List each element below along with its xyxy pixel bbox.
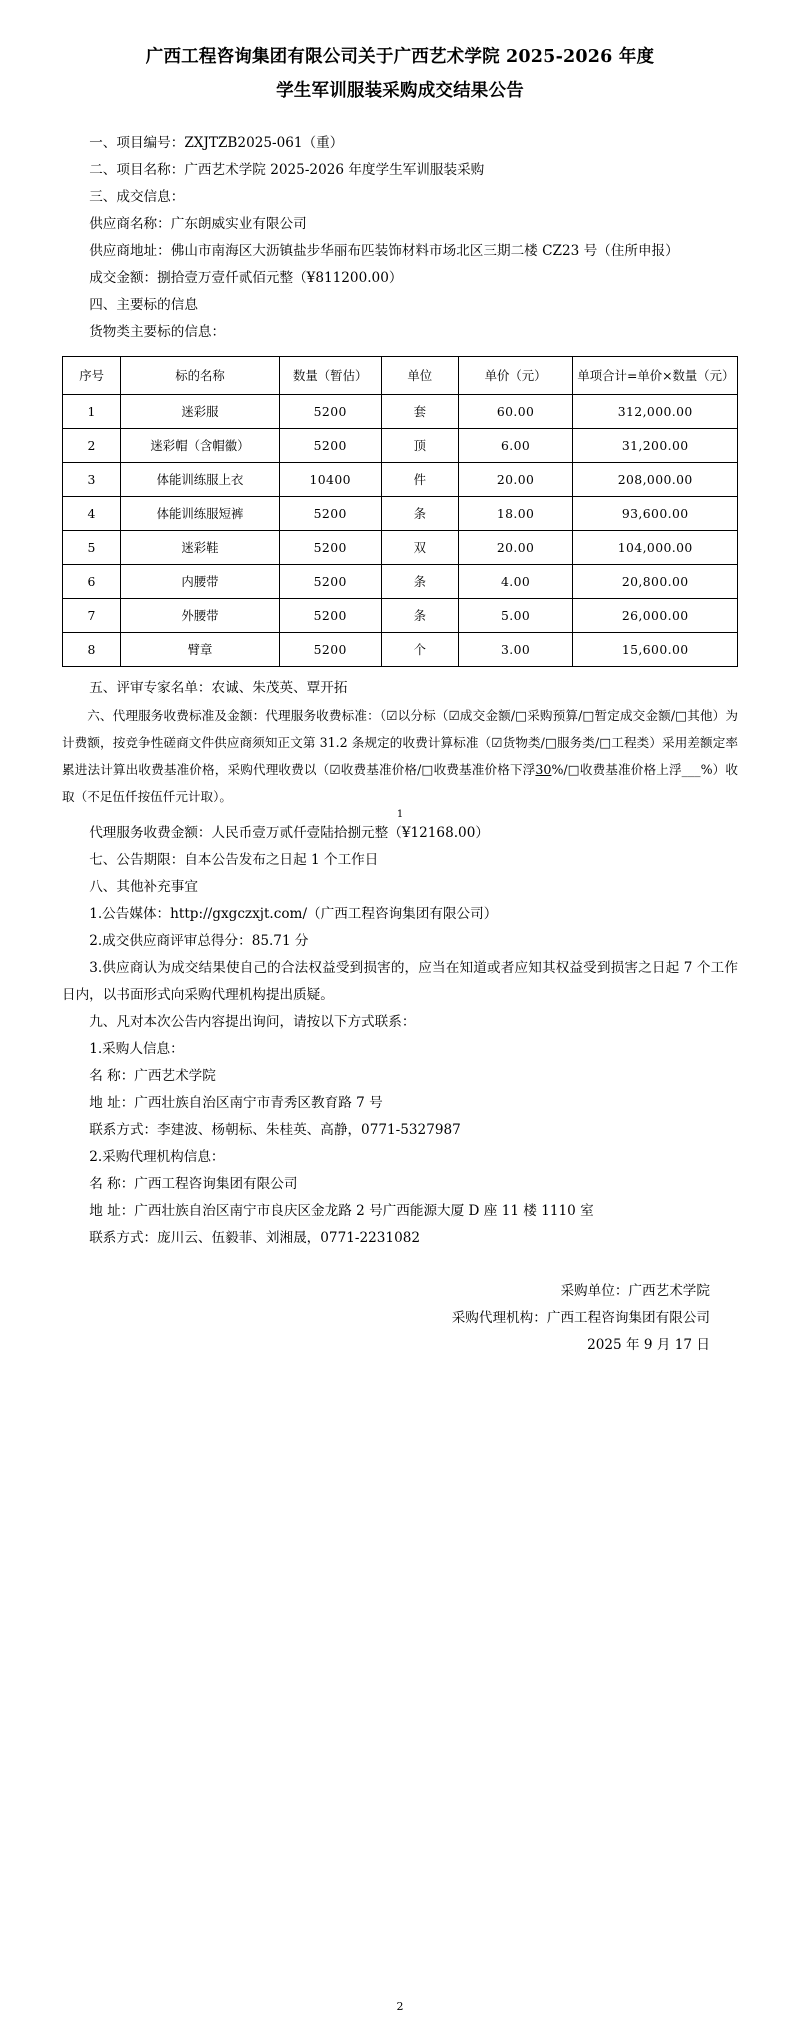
section-agent-fee-standard <box>62 702 738 810</box>
supplier-score: 2.成交供应商评审总得分：85.71 分 <box>89 933 309 949</box>
cell-qty: 5200 <box>279 633 381 667</box>
supplier-name: 供应商名称：广东朗威实业有限公司 <box>89 216 307 232</box>
title-line-2: 学生军训服装采购成交结果公告 <box>276 81 524 101</box>
col-header-total: 单项合计=单价×数量（元） <box>573 357 738 395</box>
cell-no: 6 <box>63 565 121 599</box>
cell-unit: 顶 <box>381 429 458 463</box>
cell-name: 迷彩服 <box>121 395 279 429</box>
cell-no: 7 <box>63 599 121 633</box>
agent-name: 名 称：广西工程咨询集团有限公司 <box>89 1176 298 1192</box>
table-row <box>63 463 738 497</box>
agent-fee-discount-rate: 30 <box>535 762 552 777</box>
cell-total: 93,600.00 <box>573 497 738 531</box>
cell-name: 内腰带 <box>121 565 279 599</box>
page-number: 2 <box>396 2000 404 2013</box>
table-row <box>63 429 738 463</box>
agent-info-header: 2.采购代理机构信息： <box>89 1149 225 1165</box>
section-experts: 五、评审专家名单：农诚、朱茂英、覃开拓 <box>89 680 348 696</box>
cell-total: 312,000.00 <box>573 395 738 429</box>
section-other-matters-header: 八、其他补充事宜 <box>89 879 198 895</box>
items-table-body <box>63 395 738 667</box>
section-notice-period: 七、公告期限：自本公告发布之日起 1 个工作日 <box>89 852 379 868</box>
table-row <box>63 565 738 599</box>
cell-unit: 条 <box>381 599 458 633</box>
table-row <box>63 633 738 667</box>
cell-price: 4.00 <box>458 565 573 599</box>
cell-total: 208,000.00 <box>573 463 738 497</box>
signature-buyer: 采购单位：广西艺术学院 <box>560 1283 710 1299</box>
cell-qty: 5200 <box>279 497 381 531</box>
cell-name: 外腰带 <box>121 599 279 633</box>
section-award-info-header: 三、成交信息： <box>89 189 185 205</box>
col-header-name: 标的名称 <box>121 357 279 395</box>
document-body <box>62 130 738 1359</box>
cell-price: 20.00 <box>458 531 573 565</box>
cell-qty: 5200 <box>279 565 381 599</box>
signature-agent: 采购代理机构：广西工程咨询集团有限公司 <box>451 1310 710 1326</box>
award-amount: 成交金额：捌拾壹万壹仟贰佰元整（¥811200.00） <box>89 270 403 286</box>
table-caption: 货物类主要标的信息： <box>89 324 226 340</box>
cell-name: 迷彩鞋 <box>121 531 279 565</box>
notice-media: 1.公告媒体：http://gxgczxjt.com/（广西工程咨询集团有限公司） <box>89 906 498 922</box>
col-header-unit: 单位 <box>381 357 458 395</box>
cell-price: 6.00 <box>458 429 573 463</box>
buyer-address: 地 址：广西壮族自治区南宁市青秀区教育路 7 号 <box>89 1095 383 1111</box>
signature-date: 2025 年 9 月 17 日 <box>587 1337 710 1353</box>
cell-unit: 条 <box>381 565 458 599</box>
cell-total: 31,200.00 <box>573 429 738 463</box>
table-row <box>63 497 738 531</box>
title-line-1: 广西工程咨询集团有限公司关于广西艺术学院 2025-2026 年度 <box>145 47 655 67</box>
cell-no: 2 <box>63 429 121 463</box>
table-row <box>63 395 738 429</box>
cell-qty: 5200 <box>279 395 381 429</box>
cell-total: 26,000.00 <box>573 599 738 633</box>
cell-qty: 5200 <box>279 531 381 565</box>
cell-name: 体能训练服短裤 <box>121 497 279 531</box>
cell-total: 15,600.00 <box>573 633 738 667</box>
table-row <box>63 599 738 633</box>
cell-unit: 双 <box>381 531 458 565</box>
cell-name: 迷彩帽（含帽徽） <box>121 429 279 463</box>
agent-fee-text-part2: %/□收费基准价格上浮___%）收取（不足伍仟按伍仟元计取）。 <box>62 762 738 804</box>
table-row <box>63 531 738 565</box>
buyer-name: 名 称：广西艺术学院 <box>89 1068 216 1084</box>
cell-price: 18.00 <box>458 497 573 531</box>
supplier-address: 供应商地址：佛山市南海区大沥镇盐步华丽布匹装饰材料市场北区三期二楼 CZ23 号（住所申报） <box>89 243 679 259</box>
stray-mark: 1 <box>396 809 404 820</box>
cell-qty: 5200 <box>279 429 381 463</box>
cell-no: 8 <box>63 633 121 667</box>
buyer-contact: 联系方式：李建波、杨朝标、朱桂英、高静，0771-5327987 <box>89 1122 461 1138</box>
cell-total: 20,800.00 <box>573 565 738 599</box>
section-main-items-header: 四、主要标的信息 <box>89 297 198 313</box>
cell-no: 4 <box>63 497 121 531</box>
section-project-number: 一、项目编号：ZXJTZB2025-061（重） <box>89 135 344 151</box>
cell-no: 3 <box>63 463 121 497</box>
cell-unit: 件 <box>381 463 458 497</box>
section-contact-header: 九、凡对本次公告内容提出询问，请按以下方式联系： <box>89 1014 416 1030</box>
agent-address: 地 址：广西壮族自治区南宁市良庆区金龙路 2 号广西能源大厦 D 座 11 楼 1110 室 <box>89 1203 594 1219</box>
cell-unit: 条 <box>381 497 458 531</box>
col-header-price: 单价（元） <box>458 357 573 395</box>
items-table-head <box>63 357 738 395</box>
cell-name: 体能训练服上衣 <box>121 463 279 497</box>
cell-price: 3.00 <box>458 633 573 667</box>
table-header-row <box>63 357 738 395</box>
cell-total: 104,000.00 <box>573 531 738 565</box>
cell-qty: 5200 <box>279 599 381 633</box>
col-header-qty: 数量（暂估） <box>279 357 381 395</box>
col-header-no: 序号 <box>63 357 121 395</box>
cell-no: 5 <box>63 531 121 565</box>
cell-price: 20.00 <box>458 463 573 497</box>
cell-qty: 10400 <box>279 463 381 497</box>
signature-block <box>62 1278 738 1359</box>
challenge-clause: 3.供应商认为成交结果使自己的合法权益受到损害的，应当在知道或者应知其权益受到损害之日起 7 个工作日内，以书面形式向采购代理机构提出质疑。 <box>62 960 738 1003</box>
cell-no: 1 <box>63 395 121 429</box>
cell-unit: 个 <box>381 633 458 667</box>
page-title <box>62 28 738 108</box>
section-project-name: 二、项目名称：广西艺术学院 2025-2026 年度学生军训服装采购 <box>89 162 485 178</box>
cell-price: 60.00 <box>458 395 573 429</box>
buyer-info-header: 1.采购人信息： <box>89 1041 184 1057</box>
items-table <box>62 356 738 667</box>
agent-contact: 联系方式：庞川云、伍毅菲、刘湘晟，0771-2231082 <box>89 1230 421 1246</box>
agent-fee-amount: 代理服务收费金额：人民币壹万贰仟壹陆拾捌元整（¥12168.00） <box>89 825 489 841</box>
cell-price: 5.00 <box>458 599 573 633</box>
cell-name: 臂章 <box>121 633 279 667</box>
agent-fee-text-part1: 六、代理服务收费标准及金额：代理服务收费标准：（☑以分标（☑成交金额/□采购预算/□暂定成交金额/□其他）为计费额，按竞争性磋商文件供应商须知正文第 31.2 条规定的收费计算标准（☑货物类/□服务类/□工程类）采用差额定率累进法计算出收费基准价格，采购代理收费以（☑收费基准价格/□收费基准价格下浮 <box>62 708 738 777</box>
cell-unit: 套 <box>381 395 458 429</box>
